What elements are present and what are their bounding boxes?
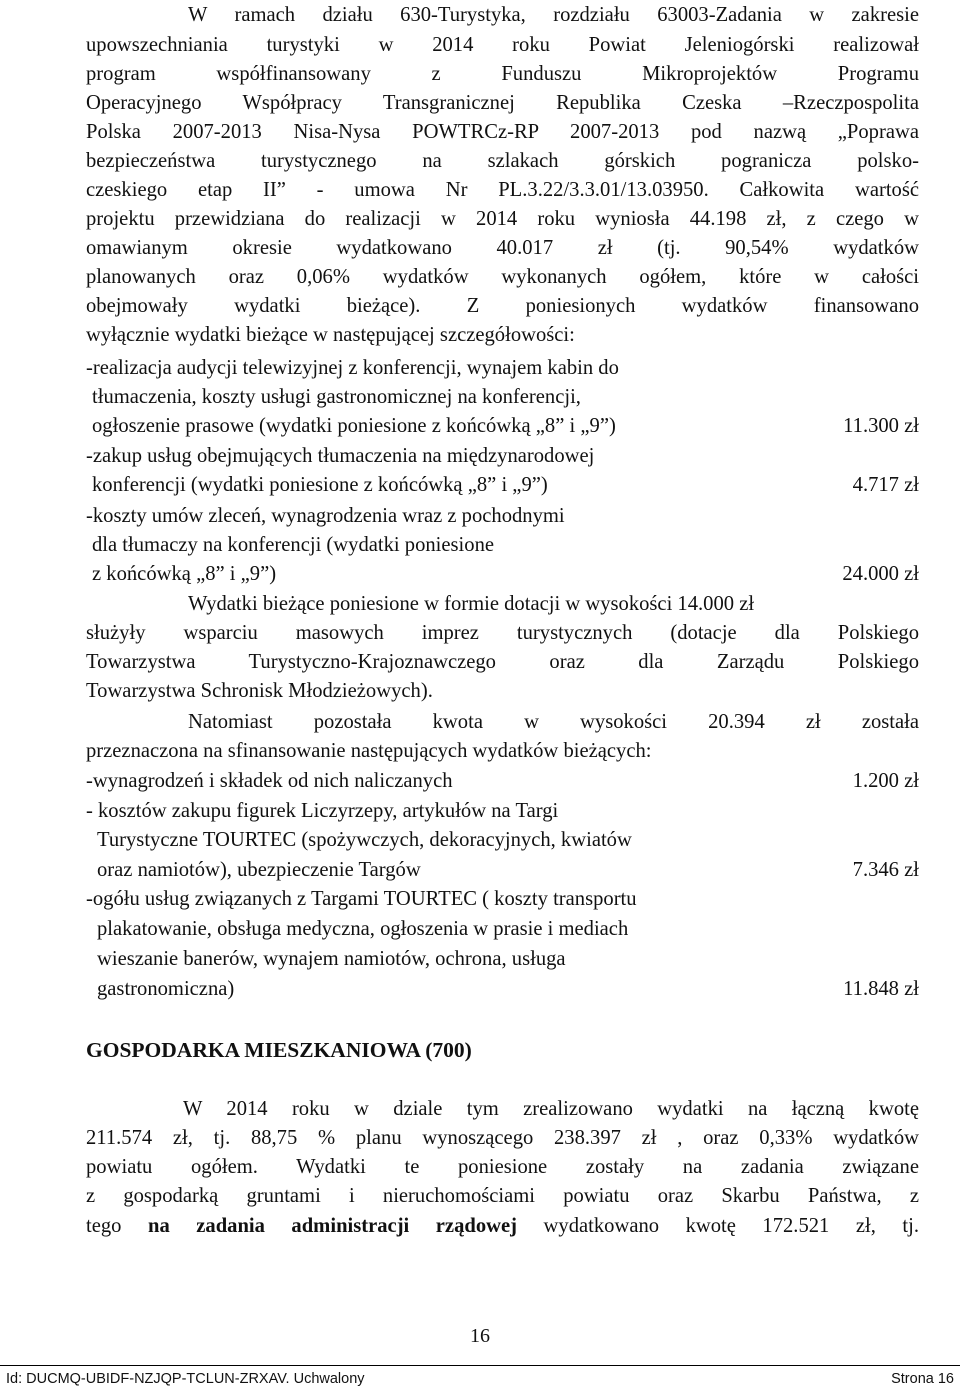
text-line: przeznaczona na sfinansowanie następujących wydatków bieżących: [86, 740, 652, 762]
text-line: Towarzystwa Schronisk Młodzieżowych). [86, 680, 433, 702]
text-line: W ramach działu 630-Turystyka, rozdziału 63003-Zadania w zakresie [188, 4, 919, 26]
list-item [97, 857, 919, 883]
page-number: 16 [470, 1325, 490, 1347]
list-item-line: -koszty umów zleceń, wynagrodzenia wraz z pochodnymi [86, 505, 565, 527]
expense-amount: 7.346 zł [852, 859, 919, 881]
text-line: Polska 2007-2013 Nisa-Nysa POWTRCz-RP 2007-2013 pod nazwą „Poprawa [86, 121, 919, 143]
expense-amount: 11.300 zł [843, 415, 919, 437]
text-line [86, 1213, 919, 1239]
expense-amount: 11.848 zł [843, 978, 919, 1000]
list-item-line: -realizacja audycji telewizyjnej z konferencji, wynajem kabin do [86, 357, 619, 379]
text-line: służyły wsparciu masowych imprez turystycznych (dotacje dla Polskiego [86, 622, 919, 644]
text-line: bezpieczeństwa turystycznego na szlakach górskich pogranicza polsko- [86, 150, 919, 172]
list-item-line: -zakup usług obejmujących tłumaczenia na międzynarodowej [86, 445, 595, 467]
list-item-line: plakatowanie, obsługa medyczna, ogłoszenia w prasie i mediach [97, 918, 629, 940]
text-line: wyłącznie wydatki bieżące w następującej szczegółowości: [86, 324, 575, 346]
text-line: czeskiego etap II” - umowa Nr PL.3.22/3.3.01/13.03950. Całkowita wartość [86, 179, 919, 201]
text-line: projektu przewidziana do realizacji w 2014 roku wyniosła 44.198 zł, z czego w [86, 208, 919, 230]
list-item [97, 976, 919, 1002]
list-item-text: ogłoszenie prasowe (wydatki poniesione z końcówką „8” i „9”) [92, 415, 616, 437]
list-item-line: Turystyczne TOURTEC (spożywczych, dekoracyjnych, kwiatów [97, 829, 632, 851]
list-item [92, 472, 919, 498]
text-line: Operacyjnego Współpracy Transgranicznej Republika Czeska –Rzeczpospolita [86, 92, 919, 114]
list-item [86, 768, 919, 794]
bold-text-segment: na zadania administracji rządowej [147, 1215, 517, 1237]
list-item-line: dla tłumaczy na konferencji (wydatki poniesione [92, 534, 495, 556]
footer [6, 1370, 954, 1388]
list-item [92, 561, 919, 587]
text-line: Wydatki bieżące poniesione w formie dotacji w wysokości 14.000 zł [188, 593, 755, 615]
footer-page-label: Strona 16 [891, 1371, 954, 1387]
text-segment: tego [86, 1215, 148, 1237]
list-item-text: konferencji (wydatki poniesione z końcówką „8” i „9”) [92, 474, 548, 496]
expense-amount: 24.000 zł [842, 563, 919, 585]
footer-document-id: Id: DUCMQ-UBIDF-NZJQP-TCLUN-ZRXAV. Uchwalony [6, 1371, 365, 1387]
expense-amount: 4.717 zł [852, 474, 919, 496]
list-item-text: gastronomiczna) [97, 978, 235, 1000]
list-item-text: -wynagrodzeń i składek od nich naliczanych [86, 770, 453, 792]
text-segment: wydatkowano kwotę 172.521 zł, tj. [517, 1215, 919, 1237]
list-item-line: -ogółu usług związanych z Targami TOURTEC ( koszty transportu [86, 888, 637, 910]
list-item-line: - kosztów zakupu figurek Liczyrzepy, artykułów na Targi [86, 800, 559, 822]
section-heading: GOSPODARKA MIESZKANIOWA (700) [86, 1038, 472, 1062]
footer-divider [0, 1365, 960, 1366]
text-line: Towarzystwa Turystyczno-Krajoznawczego oraz dla Zarządu Polskiego [86, 651, 919, 673]
text-line: Natomiast pozostała kwota w wysokości 20.394 zł została [188, 711, 919, 733]
list-item [92, 413, 919, 439]
text-line: program współfinansowany z Funduszu Mikroprojektów Programu [86, 63, 919, 85]
text-line: omawianym okresie wydatkowano 40.017 zł (tj. 90,54% wydatków [86, 237, 919, 259]
text-line: obejmowały wydatki bieżące). Z poniesionych wydatków finansowano [86, 295, 919, 317]
text-line: powiatu ogółem. Wydatki te poniesione zostały na zadania związane [86, 1156, 919, 1178]
text-line: z gospodarką gruntami i nieruchomościami powiatu oraz Skarbu Państwa, z [86, 1185, 919, 1207]
expense-amount: 1.200 zł [852, 770, 919, 792]
list-item-line: wieszanie banerów, wynajem namiotów, ochrona, usługa [97, 948, 566, 970]
text-line: planowanych oraz 0,06% wydatków wykonanych ogółem, które w całości [86, 266, 919, 288]
list-item-text: oraz namiotów), ubezpieczenie Targów [97, 859, 421, 881]
list-item-text: z końcówką „8” i „9”) [92, 563, 277, 585]
text-line: 211.574 zł, tj. 88,75 % planu wynoszącego 238.397 zł , oraz 0,33% wydatków [86, 1127, 919, 1149]
text-line: W 2014 roku w dziale tym zrealizowano wydatki na łączną kwotę [183, 1098, 919, 1120]
list-item-line: tłumaczenia, koszty usługi gastronomicznej na konferencji, [92, 386, 581, 408]
text-line: upowszechniania turystyki w 2014 roku Powiat Jeleniogórski realizował [86, 34, 919, 56]
